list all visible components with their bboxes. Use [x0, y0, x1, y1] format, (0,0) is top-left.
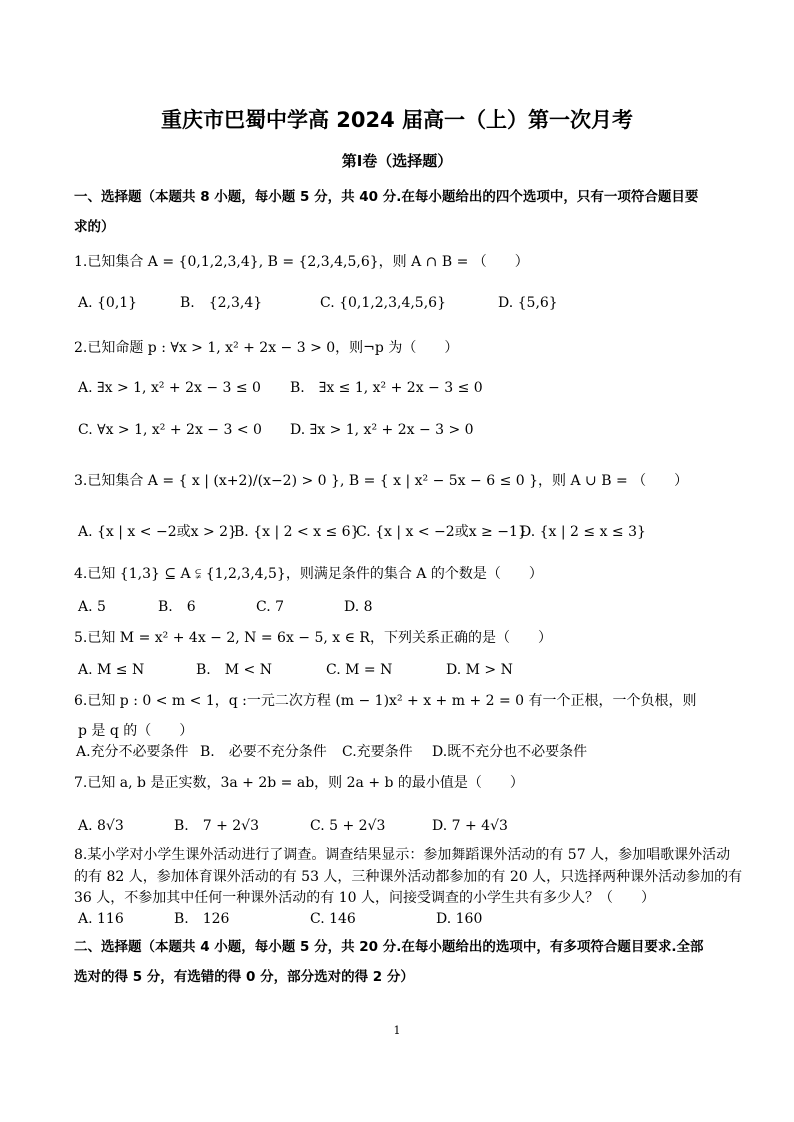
question-1-option-c: C. {0,1,2,3,4,5,6}	[320, 295, 446, 311]
question-3-option-c: C. {x | x < −2或x ≥ −1}	[356, 524, 527, 540]
question-4-option-c: C. 7	[256, 599, 285, 615]
part-subtitle: 第Ⅰ卷（选择题）	[341, 152, 453, 170]
question-3-stem: 3.已知集合 A = { x | (x+2)/(x−2) > 0 }, B = { x | x² − 5x − 6 ≤ 0 }，则 A ∪ B = （ ）	[74, 473, 689, 489]
question-4-option-a: A. 5	[78, 599, 106, 615]
question-1-stem: 1.已知集合 A = {0,1,2,3,4}, B = {2,3,4,5,6}，则 A ∩ B = （ ）	[74, 254, 529, 270]
exam-title: 重庆市巴蜀中学高 2024 届高一（上）第一次月考	[160, 108, 634, 132]
section1-heading-line2: 求的）	[74, 219, 115, 235]
question-5-option-d: D. M > N	[446, 662, 513, 678]
question-6-option-c: C.充要条件	[342, 744, 413, 760]
question-6-option-d: D.既不充分也不必要条件	[432, 744, 588, 760]
question-8-option-c: C. 146	[310, 911, 356, 927]
question-6-option-a: A.充分不必要条件	[76, 744, 189, 760]
question-2-option-d: D. ∃x > 1, x² + 2x − 3 > 0	[290, 422, 474, 438]
question-6-stem-line1: 6.已知 p : 0 < m < 1，q :一元二次方程 (m − 1)x² + x + m + 2 = 0 有一个正根，一个负根，则	[74, 693, 697, 709]
question-1-option-b: B. {2,3,4}	[180, 295, 263, 311]
question-5-stem: 5.已知 M = x² + 4x − 2, N = 6x − 5, x ∈ R，下列关系正确的是（ ）	[74, 630, 552, 646]
question-2-stem: 2.已知命题 p : ∀x > 1, x² + 2x − 3 > 0，则¬p 为（ ）	[74, 340, 459, 356]
question-7-option-a: A. 8√3	[78, 818, 124, 834]
question-6-option-b: B. 必要不充分条件	[200, 744, 327, 760]
section2-heading-line1: 二、选择题（本题共 4 小题，每小题 5 分，共 20 分.在每小题给出的选项中，有多项符合题目要求.全部	[74, 939, 704, 955]
question-8-stem-line3: 36 人，不参加其中任何一种课外活动的有 10 人，问接受调查的小学生共有多少人？（ ）	[74, 890, 655, 906]
question-3-option-d: D. {x | 2 ≤ x ≤ 3}	[520, 524, 646, 540]
question-8-option-b: B. 126	[174, 911, 230, 927]
question-3-option-a: A. {x | x < −2或x > 2}	[78, 524, 237, 540]
section1-heading-line1: 一、选择题（本题共 8 小题，每小题 5 分，共 40 分.在每小题给出的四个选项中，只有一项符合题目要	[74, 189, 699, 205]
question-6-stem-line2: p 是 q 的（ ）	[78, 723, 194, 739]
page-number: 1	[393, 1024, 401, 1037]
question-4-stem: 4.已知 {1,3} ⊆ A ⫋ {1,2,3,4,5}，则满足条件的集合 A 的个数是（ ）	[74, 566, 543, 582]
question-5-option-b: B. M < N	[196, 662, 272, 678]
question-8-stem-line1: 8.某小学对小学生课外活动进行了调查。调查结果显示：参加舞蹈课外活动的有 57 人，参加唱歌课外活动	[74, 847, 731, 863]
question-4-option-b: B. 6	[158, 599, 196, 615]
question-4-option-d: D. 8	[344, 599, 373, 615]
question-8-stem-line2: 的有 82 人，参加体育课外活动的有 53 人，三种课外活动都参加的有 20 人，只选择两种课外活动参加的有	[74, 869, 743, 885]
question-8-option-a: A. 116	[78, 911, 124, 927]
question-7-option-d: D. 7 + 4√3	[432, 818, 508, 834]
question-7-stem: 7.已知 a, b 是正实数，3a + 2b = ab，则 2a + b 的最小值是（ ）	[74, 775, 524, 791]
question-7-option-c: C. 5 + 2√3	[310, 818, 386, 834]
question-5-option-c: C. M = N	[326, 662, 393, 678]
question-2-option-c: C. ∀x > 1, x² + 2x − 3 < 0	[78, 422, 262, 438]
question-2-option-b: B. ∃x ≤ 1, x² + 2x − 3 ≤ 0	[290, 380, 483, 396]
section2-heading-line2: 选对的得 5 分，有选错的得 0 分，部分选对的得 2 分）	[74, 969, 414, 985]
question-1-option-d: D. {5,6}	[498, 295, 558, 311]
question-5-option-a: A. M ≤ N	[78, 662, 145, 678]
question-3-option-b: B. {x | 2 < x ≤ 6}	[234, 524, 360, 540]
question-1-option-a: A. {0,1}	[78, 295, 138, 311]
question-8-option-d: D. 160	[436, 911, 483, 927]
question-2-option-a: A. ∃x > 1, x² + 2x − 3 ≤ 0	[78, 380, 261, 396]
question-7-option-b: B. 7 + 2√3	[174, 818, 260, 834]
